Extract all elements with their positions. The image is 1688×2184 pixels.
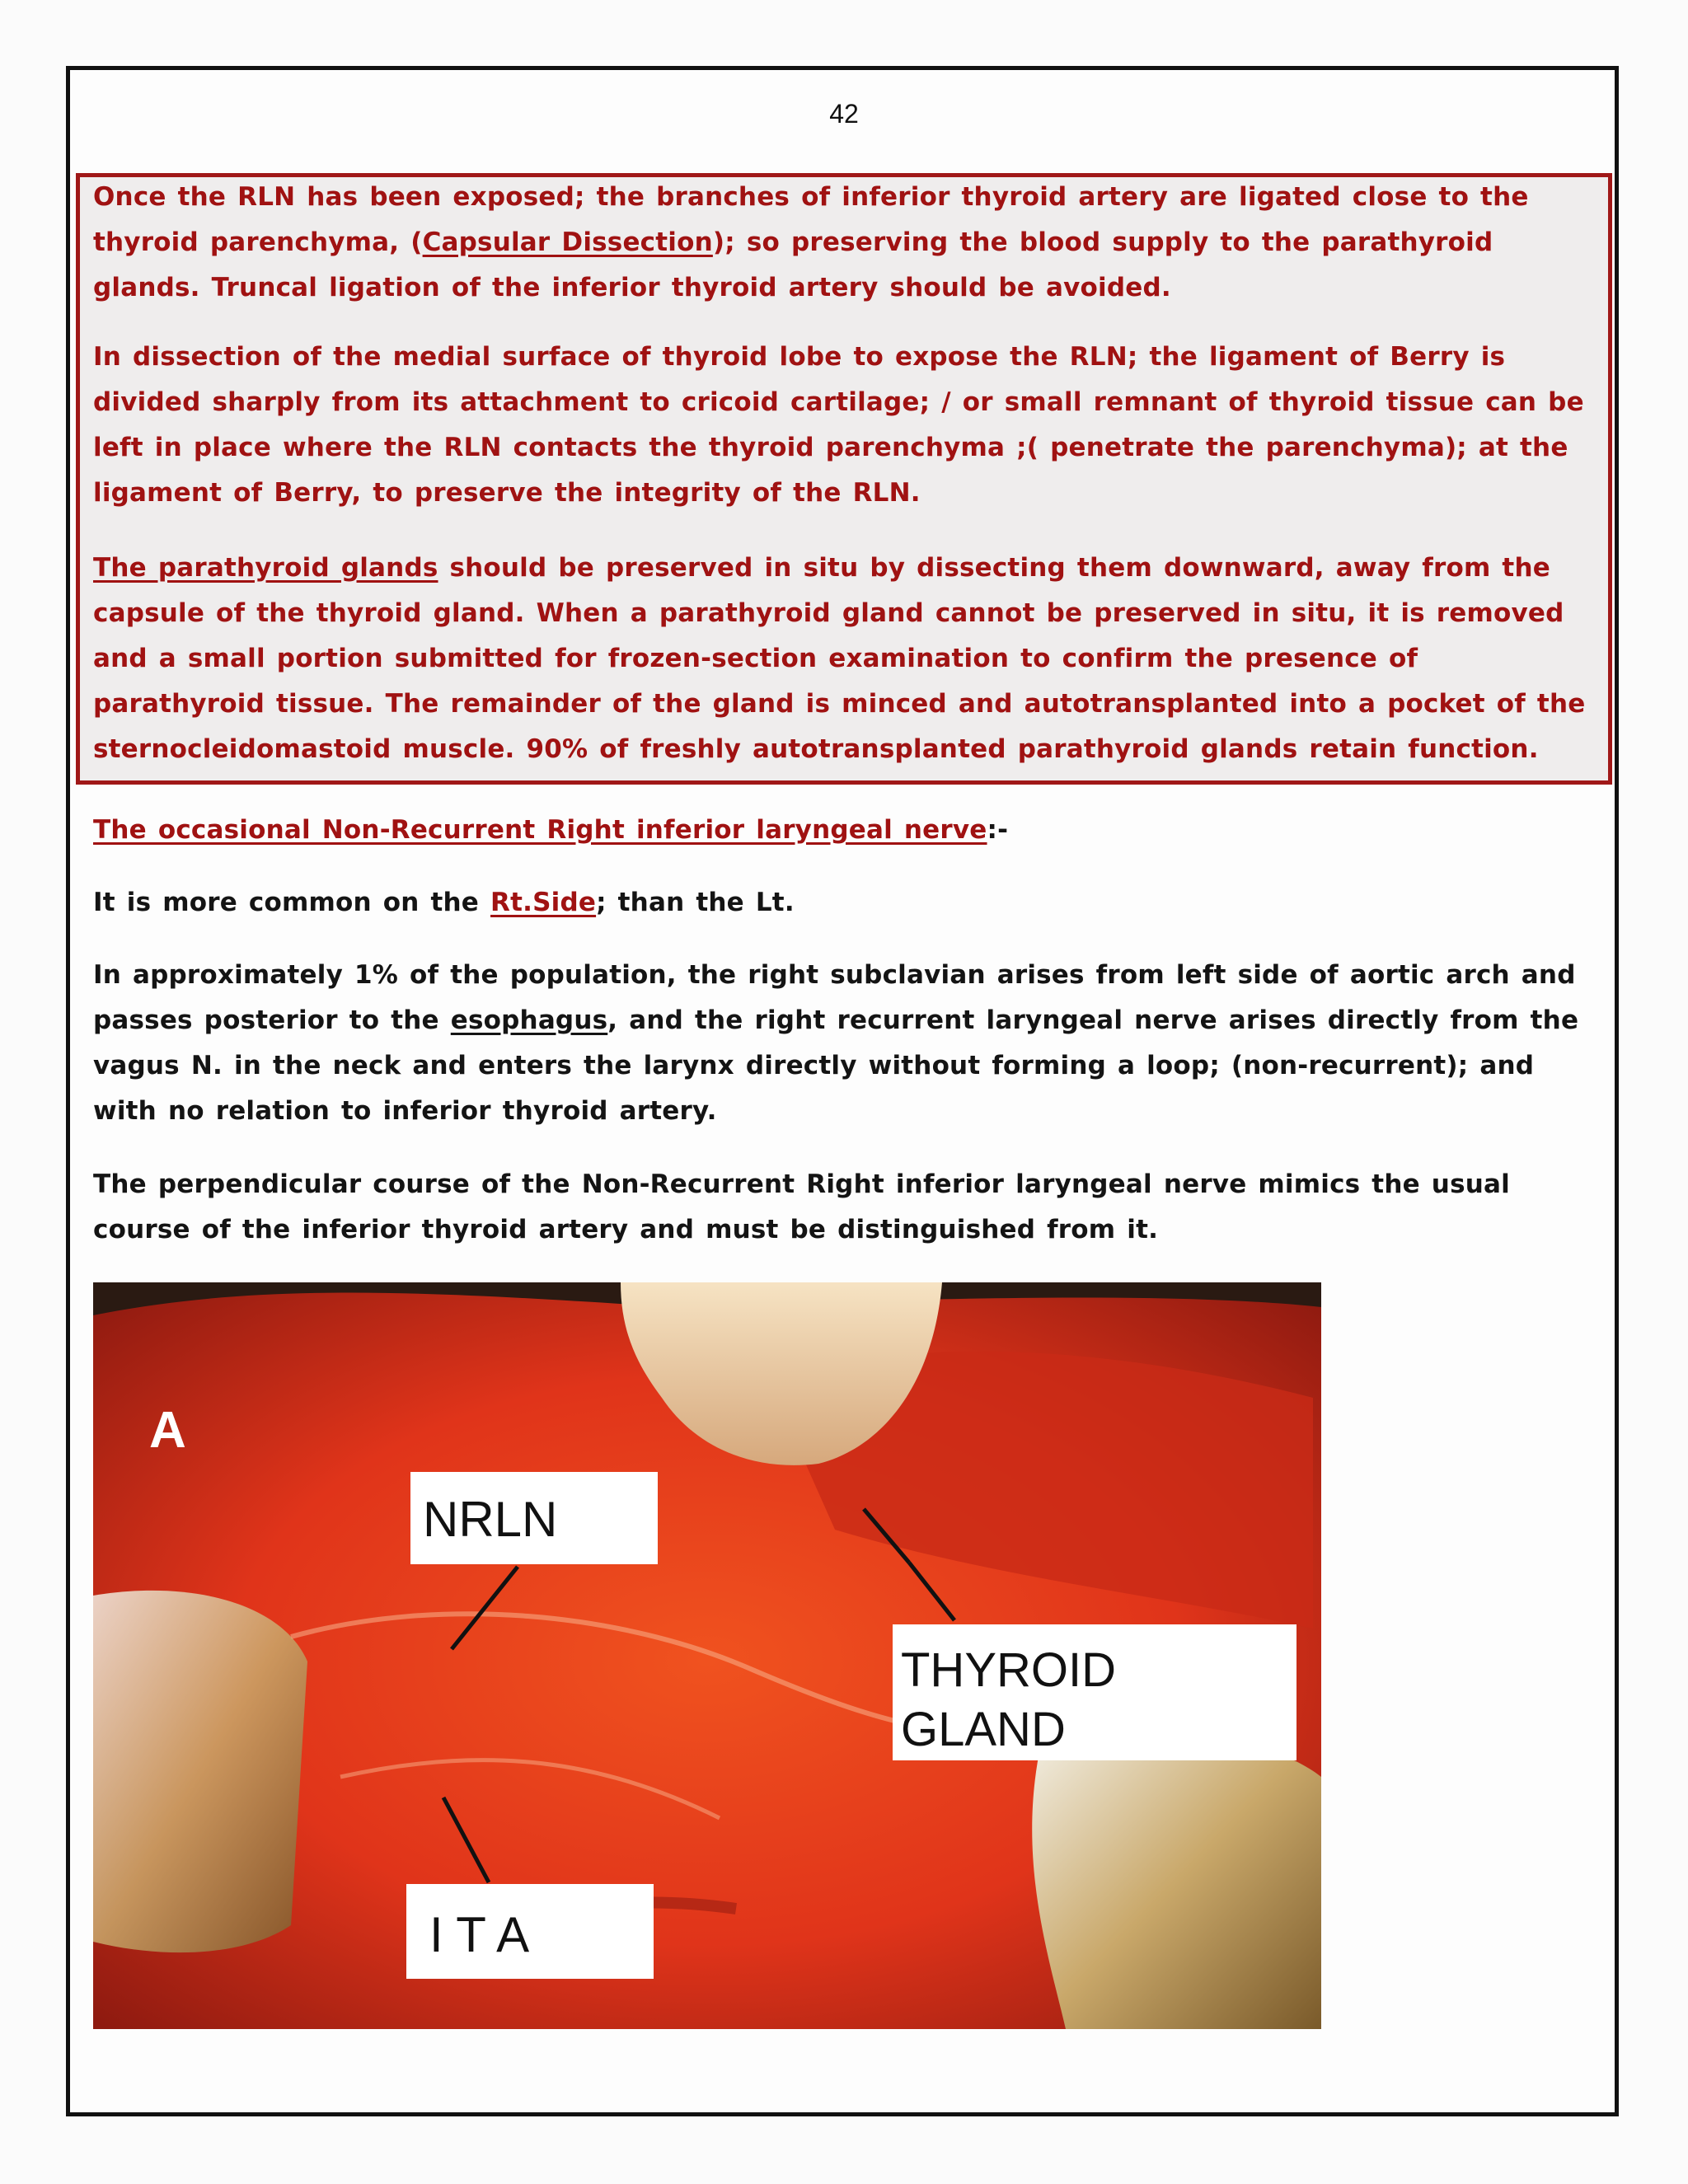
section-heading <box>93 808 1593 853</box>
nrln-label: NRLN <box>423 1492 558 1547</box>
section-p2-text-a: In approximately 1% of the population, the right subclavian arises from left side of aortic arch and passes posterior to the <box>93 960 1576 1035</box>
section-p1-text-a: It is more common on the <box>93 888 491 917</box>
boxed-p1-text-a: Once the RLN has been exposed; the branches of inferior thyroid artery are ligated close to the thyroid parenchyma, ( <box>93 182 1529 257</box>
section-p1-text-b: ; than the Lt. <box>596 888 795 917</box>
section-p2-text-b: , and the right recurrent laryngeal nerve arises directly from the vagus N. in the neck and enters the larynx directly without forming a loop; (non-recurrent); and with no relation to inferior thyroid artery. <box>93 1005 1579 1126</box>
boxed-paragraph-3 <box>93 546 1593 772</box>
parathyroid-glands-link[interactable]: The parathyroid glands <box>93 553 438 583</box>
boxed-paragraph-2: In dissection of the medial surface of thyroid lobe to expose the RLN; the ligament of Berry is divided sharply from its attachment to cricoid cartilage; / or small remnant of thyroid tissue can be left in place where the RLN contacts the thyroid parenchyma ;( penetrate the parenchyma); at the ligament of Berry, to preserve the integrity of the RLN. <box>93 342 1584 508</box>
section-paragraph-2 <box>93 953 1593 1134</box>
section-paragraph-3: The perpendicular course of the Non-Recurrent Right inferior laryngeal nerve mimics the usual course of the inferior thyroid artery and must be distinguished from it. <box>93 1169 1510 1244</box>
page-number: 42 <box>829 99 859 129</box>
rt-side-link[interactable]: Rt.Side <box>490 888 597 917</box>
thyroid-label-line-2: GLAND <box>901 1703 1066 1756</box>
figure-corner-letter: A <box>149 1402 186 1459</box>
surgical-photo <box>93 1282 1321 2029</box>
boxed-paragraph-1 <box>93 175 1593 311</box>
heading-suffix: :- <box>987 815 1009 845</box>
thyroid-label-line-1: THYROID <box>901 1643 1116 1697</box>
ita-label: I T A <box>429 1907 530 1962</box>
esophagus-link[interactable]: esophagus <box>450 1005 608 1035</box>
surgical-photo-figure <box>93 1282 1321 2029</box>
boxed-p1-text-b: ); so preserving the blood supply to the parathyroid glands. Truncal ligation of the inferior thyroid artery should be avoided. <box>93 227 1493 302</box>
non-recurrent-nerve-heading-link[interactable]: The occasional Non-Recurrent Right inferior laryngeal nerve <box>93 815 987 845</box>
section-paragraph-1 <box>93 880 1593 926</box>
capsular-dissection-link[interactable]: Capsular Dissection <box>422 227 713 257</box>
boxed-p3-text: should be preserved in situ by dissecting them downward, away from the capsule of the thyroid gland. When a parathyroid gland cannot be preserved in situ, it is removed and a small portion submitted for frozen-section examination to confirm the presence of parathyroid tissue. The remainder of the gland is minced and autotransplanted into a pocket of the sternocleidomastoid muscle. 90% of freshly autotransplanted parathyroid glands retain function. <box>93 553 1586 764</box>
